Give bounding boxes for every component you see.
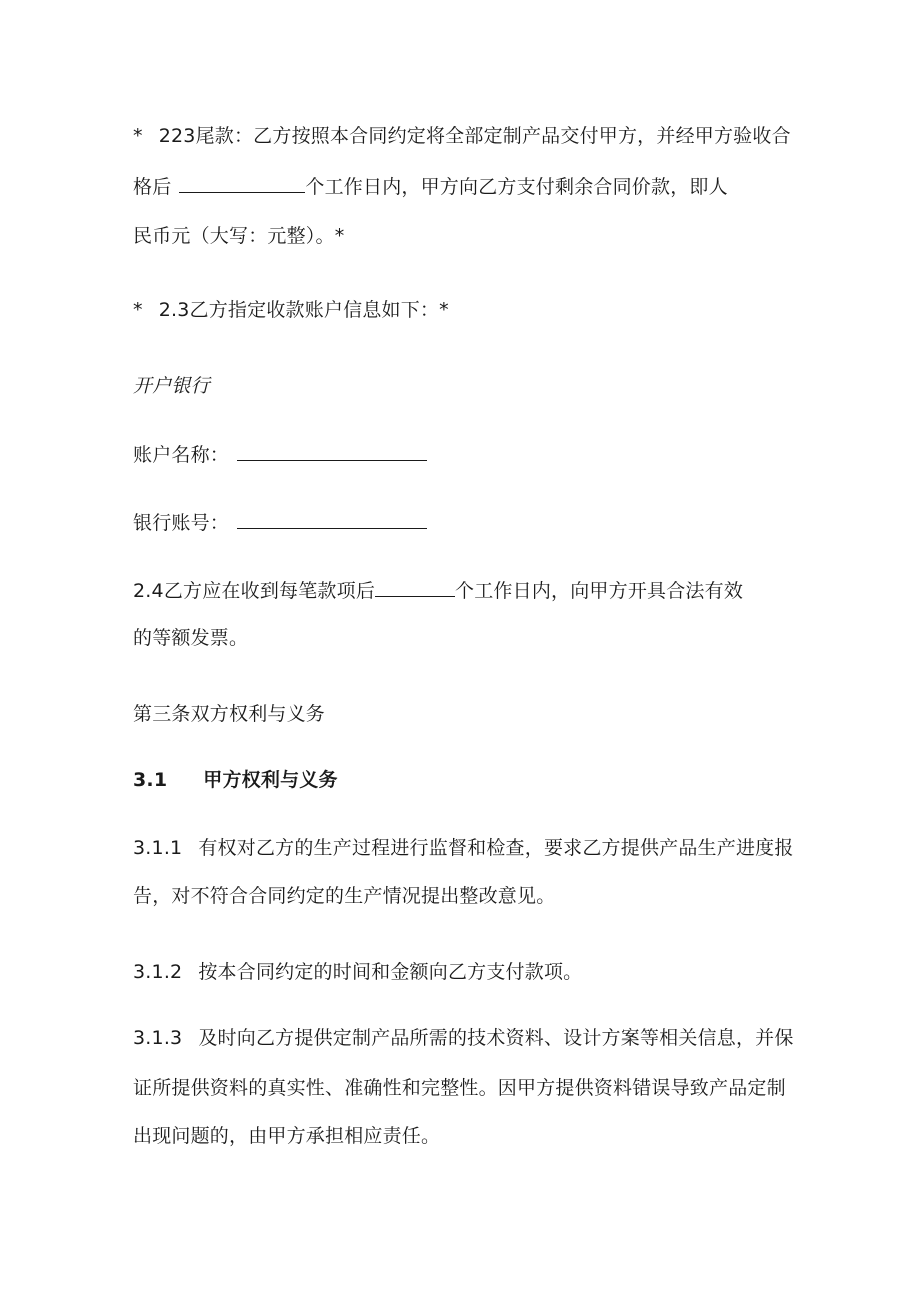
- clause-3-1-1-line-1: [133, 836, 794, 860]
- account-name-field[interactable]: [237, 442, 427, 461]
- clause-text: 按本合同约定的时间和金额向乙方支付款项。: [198, 961, 583, 983]
- clause-3-1-3-line-1: [133, 1026, 794, 1050]
- clause-number: 3.1.3: [133, 1027, 183, 1049]
- account-name-label: 账户名称：: [133, 444, 230, 466]
- clause-2-4-line-1: [133, 578, 743, 603]
- clause-number: 3.1.1: [133, 837, 183, 859]
- clause-2-3-text: 2.3乙方指定收款账户信息如下：*: [158, 299, 449, 321]
- clause-text: 及时向乙方提供定制产品所需的技术资料、设计方案等相关信息，并保: [198, 1027, 794, 1049]
- clause-2-4-line-2: [133, 626, 248, 650]
- clause-2-4-text: 的等额发票。: [133, 627, 249, 649]
- account-number-field[interactable]: [237, 510, 427, 529]
- section-title: 甲方权利与义务: [203, 769, 338, 791]
- clause-2-2-3-line-2: [133, 174, 728, 199]
- bullet-star: *: [133, 125, 143, 147]
- days-blank-field[interactable]: [179, 174, 305, 193]
- clause-2-2-3-line-3: [133, 224, 344, 248]
- account-number-label: 银行账号：: [133, 512, 230, 534]
- clause-number: 3.1.2: [133, 961, 183, 983]
- clause-text: 告，对不符合合同约定的生产情况提出整改意见。: [133, 885, 556, 907]
- clause-2-2-3-suffix: 个工作日内，甲方向乙方支付剩余合同价款，即人: [305, 176, 728, 198]
- invoice-days-blank-field[interactable]: [375, 578, 455, 597]
- clause-text: 有权对乙方的生产过程进行监督和检查，要求乙方提供产品生产进度报: [198, 837, 794, 859]
- section-number: 3.1: [133, 769, 168, 791]
- account-number-row: [133, 510, 427, 535]
- clause-3-1-3-line-3: [133, 1124, 440, 1148]
- account-name-row: [133, 442, 427, 467]
- clause-2-4-prefix: 2.4乙方应在收到每笔款项后: [133, 580, 376, 602]
- bank-name-label: 开户银行: [133, 375, 210, 397]
- clause-2-2-3-text: 223尾款：乙方按照本合同约定将全部定制产品交付甲方，并经甲方验收合: [158, 125, 791, 147]
- clause-3-1-3-line-2: [133, 1076, 786, 1100]
- section-3-1-heading: [133, 768, 338, 792]
- bullet-star: *: [133, 299, 143, 321]
- clause-text: 证所提供资料的真实性、准确性和完整性。因甲方提供资料错误导致产品定制: [133, 1077, 786, 1099]
- clause-2-4-suffix: 个工作日内，向甲方开具合法有效: [455, 580, 744, 602]
- clause-3-1-1-line-2: [133, 884, 555, 908]
- clause-2-2-3-prefix: 格后: [133, 176, 172, 198]
- clause-2-3: [133, 298, 449, 322]
- article-3-title: 第三条双方权利与义务: [133, 703, 326, 725]
- clause-2-2-3-amount-text: 民币元（大写：元整）。*: [133, 225, 345, 247]
- clause-3-1-2: [133, 960, 582, 984]
- clause-2-2-3-line-1: [133, 124, 791, 148]
- clause-text: 出现问题的，由甲方承担相应责任。: [133, 1125, 441, 1147]
